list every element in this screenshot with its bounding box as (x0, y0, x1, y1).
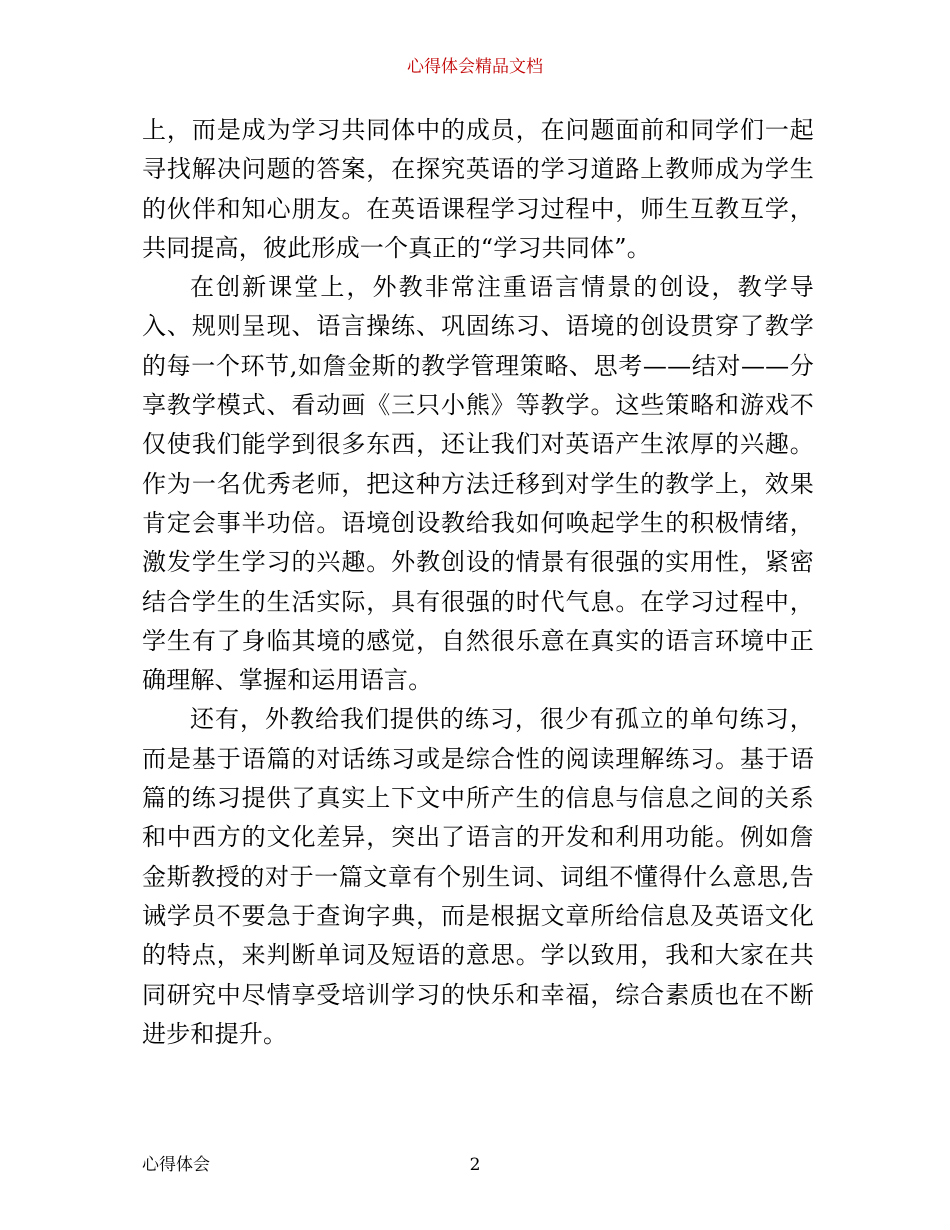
document-body (142, 111, 814, 1054)
page-header-title: 心得体会精品文档 (407, 57, 543, 77)
paragraph-exercises: 还有，外教给我们提供的练习，很少有孤立的单句练习，而是基于语篇的对话练习或是综合性的阅读理解练习。基于语篇的练习提供了真实上下文中所产生的信息与信息之间的关系和中西方的文化差异，突出了语言的开发和利用功能。例如詹金斯教授的对于一篇文章有个别生词、词组不懂得什么意思,告诫学员不要急于查询字典，而是根据文章所给信息及英语文化的特点，来判断单词及短语的意思。学以致用，我和大家在共同研究中尽情享受培训学习的快乐和幸福，综合素质也在不断进步和提升。 (142, 705, 814, 1048)
footer-label: 心得体会 (142, 1155, 210, 1175)
page-number: 2 (469, 1155, 481, 1175)
paragraph-creative-classroom: 在创新课堂上，外教非常注重语言情景的创设，教学导入、规则呈现、语言操练、巩固练习、语境的创设贯穿了教学的每一个环节,如詹金斯的教学管理策略、思考——结对——分享教学模式、看动画《三只小熊》等教学。这些策略和游戏不仅使我们能学到很多东西，还让我们对英语产生浓厚的兴趣。作为一名优秀老师，把这种方法迁移到对学生的教学上，效果肯定会事半功倍。语境创设教给我如何唤起学生的积极情绪，激发学生学习的兴趣。外教创设的情景有很强的实用性，紧密结合学生的生活实际，具有很强的时代气息。在学习过程中，学生有了身临其境的感觉，自然很乐意在真实的语言环境中正确理解、掌握和运用语言。 (142, 273, 814, 695)
paragraph-continued: 上，而是成为学习共同体中的成员，在问题面前和同学们一起寻找解决问题的答案，在探究英语的学习道路上教师成为学生的伙伴和知心朋友。在英语课程学习过程中，师生互教互学，共同提高，彼此形成一个真正的“学习共同体”。 (142, 116, 814, 262)
